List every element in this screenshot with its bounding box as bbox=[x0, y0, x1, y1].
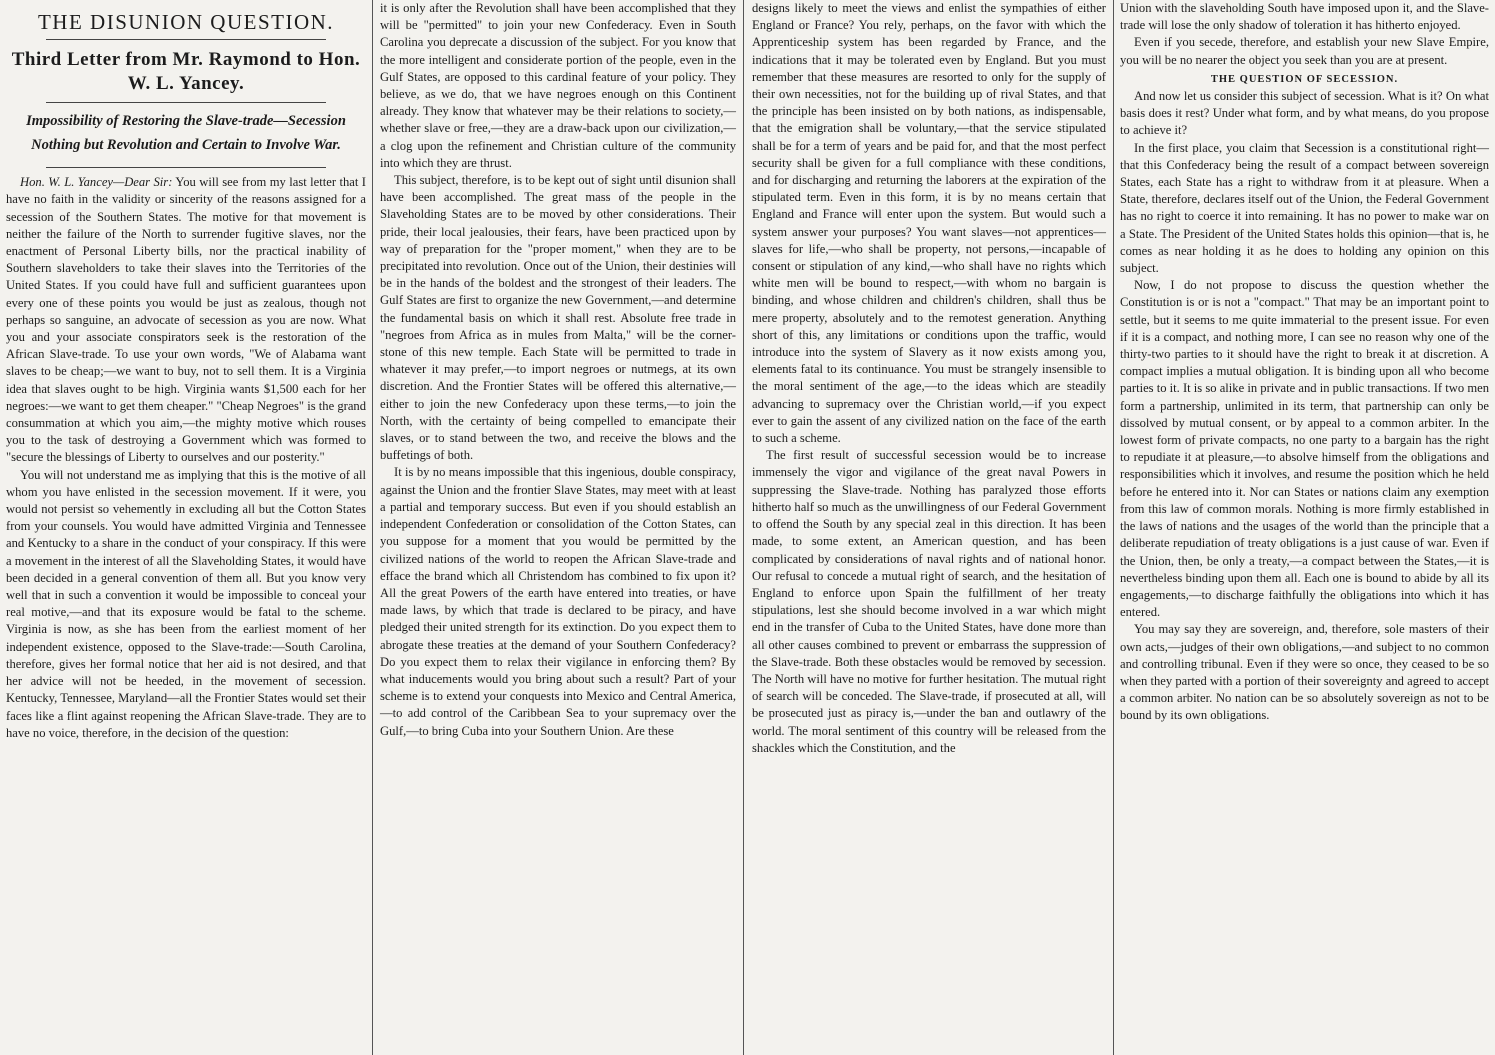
column-2 bbox=[374, 0, 742, 1055]
subhead-rule bbox=[46, 102, 326, 103]
summary-rule bbox=[46, 167, 326, 168]
paragraph: Union with the slaveholding South have imposed upon it, and the Slave-trade will lose the only shadow of toleration it has hitherto enjoyed. bbox=[1120, 1, 1489, 33]
paragraph: it is only after the Revolution shall have been accomplished that they will be "permitted" to join your new Confederacy. Even in South Carolina you deprecate a discussion of the subject. For you know that the more intelligent and considerate portion of the people, even in the Gulf States, are opposed to this cardinal feature of your policy. They believe, as we do, that we have negroes enough on this Continent already. They know that whatever may be their relations to society,—whether slave or free,—they are a draw-back upon our civilization,—a clog upon the refinement and Christian culture of the community into which they are thrust. bbox=[380, 1, 736, 170]
column-4 bbox=[1114, 0, 1495, 1055]
paragraph: The first result of successful secession would be to increase immensely the vigor and vigilance of the great naval Powers in suppressing the Slave-trade. Nothing has paralyzed those efforts hitherto half so much as the unwillingness of our Federal Government to offend the South by any special zeal in this direction. It has been made, to some extent, an American question, and has been complicated by considerations of naval rights and of national honor. Our refusal to concede a mutual right of search, and the hesitation of England to enforce upon Spain the fulfillment of her treaty stipulations, lest she should become involved in a war which might end in the transfer of Cuba to the United States, have done more than all other causes combined to prevent or embarrass the suppression of the Slave-trade. Both these obstacles would be removed by secession. The North will have no motive for further hesitation. The mutual right of search will be conceded. The Slave-trade, if prosecuted at all, will be prosecuted just as piracy is,—under the ban and outlawry of the world. The moral sentiment of this country will be released from the shackles which the Constitution, and the bbox=[752, 448, 1106, 755]
paragraph: It is by no means impossible that this ingenious, double conspiracy, against the Union and the frontier Slave States, may meet with at least a partial and temporary success. But even if you should establish an independent Confederation or consolidation of the Cotton States, can you suppose for a moment that you would be permitted by the civilized nations of the world to reopen the African Slave-trade and efface the brand which all Christendom has combined to fix upon it? All the great Powers of the earth have entered into treaties, or have made laws, by which that trade is declared to be piracy, and have pledged their united strength for its extinction. Do you expect them to abrogate these treaties at the demand of your Southern Confederacy? Do you expect them to relax their vigilance in enforcing them? By what inducements would you bring about such a result? Part of your scheme is to extend your conquests into Mexico and Central America,—to add control of the Caribbean Sea to your supremacy over the Gulf,—to bring Cuba into your Southern Union. Are these bbox=[380, 465, 736, 738]
section-heading: THE QUESTION OF SECESSION. bbox=[1210, 73, 1399, 85]
paragraph: In the first place, you claim that Secession is a constitutional right—that this Confederacy being the result of a compact between sovereign States, each State has a right to withdraw from it at pleasure. When a State, therefore, declares itself out of the Union, the Federal Government has no right to coerce it into remaining. It has no power to make war on a State. The President of the United States holds this opinion—that is, he comes as near holding it as he does to holding any opinion on this subject. bbox=[1120, 140, 1489, 276]
column-rule bbox=[372, 0, 373, 1055]
headline-rule bbox=[46, 39, 326, 40]
paragraph: You may say they are sovereign, and, therefore, sole masters of their own acts,—judges of their own obligations,—and subject to no common and controlling tribunal. Even if they were so once, they ceased to be so when they parted with a portion of their sovereignty and agreed to accept a common arbiter. No nation can be so absolutely sovereign as not to be bound by its own obligations. bbox=[1120, 622, 1489, 723]
paragraph: You will see from my last letter that I have no faith in the validity or sincerity of the reasons assigned for a secession of the Southern States. The motive for that movement is neither the failure of the North to surrender fugitive slaves, nor the enactment of Personal Liberty bills, nor the practical inability of Southern slaveholders to take their slaves into the Territories of the United States. If you could have full and sufficient guarantees upon every one of these points you would be just as zealous, though not perhaps so sanguine, an advocate of secession as you are now. What you and your associate conspirators seek is the restoration of the African Slave-trade. To use your own words, "We of Alabama want slaves to be cheap;—we want to buy, not to sell them. It is a Virginia idea that slaves ought to be high. Virginia wants $1,500 each for her negroes:—we want to get them cheaper." "Cheap Negroes" is the grand consummation at which you aim,—the mighty motive which rouses you to the task of destroying a Government which was formed to "secure the blessings of Liberty to ourselves and our posterity." bbox=[6, 175, 367, 465]
column-3 bbox=[746, 0, 1112, 1055]
paragraph: And now let us consider this subject of secession. What is it? On what basis does it rest? Under what form, and by what means, do you propose to achieve it? bbox=[1120, 89, 1489, 138]
article-subhead: Third Letter from Mr. Raymond to Hon. W. L. Yancey. bbox=[11, 49, 361, 95]
column-1 bbox=[0, 0, 372, 1055]
article-summary: Impossibility of Restoring the Slave-trade—Secession Nothing but Revolution and Certain to Involve War. bbox=[26, 113, 346, 154]
paragraph: Even if you secede, therefore, and establish your new Slave Empire, you will be no nearer the object you seek than you are at present. bbox=[1120, 35, 1489, 67]
salutation: Hon. W. L. Yancey—Dear Sir: bbox=[20, 175, 173, 190]
column-rule bbox=[743, 0, 744, 1055]
paragraph: You will not understand me as implying that this is the motive of all whom you have enlisted in the secession movement. If it were, you would not persist so vehemently in excluding all but the Cotton States from your counsels. You would have admitted Virginia and Tennessee and Kentucky to a share in the conduct of your conspiracy. If this were a movement in the interest of all the Slaveholding States, it would have been decided in a general convention of them all. But you know very well that in such a convention it would be impossible to conceal your real motive,—and that its exposure would be fatal to the scheme. Virginia is now, as she has been from the earliest moment of her independent existence, opposed to the Slave-trade:—South Carolina, therefore, gives her formal notice that her aid is not desired, and that her advice will not be heeded, in the movement of secession. Kentucky, Tennessee, Maryland—all the Frontier States would set their faces like a flint against reopening the African Slave-trade. They are to have no voice, therefore, in the decision of the question: bbox=[6, 467, 366, 740]
article-headline: THE DISUNION QUESTION. bbox=[37, 10, 335, 34]
paragraph: designs likely to meet the views and enlist the sympathies of either England or France? You rely, perhaps, on the favor with which the Apprenticeship system has been regarded by France, and the indications that it may be tolerated even by England. But you must remember that these measures are resorted to only for the supply of their own necessities, not for the building up of rival States, and that the principle has been insisted on by both nations, as indispensable, that the emigration shall be voluntary,—that the service stipulated shall be for a term of years and be paid for, and that the most perfect security shall be given for a full compliance with these conditions, and for discharging and returning the laborers at the expiration of the stipulated term. Even in this form, it is by no means certain that England and France will enter upon the system. But would such a system answer your purposes? You want slaves—not apprentices—slaves for life,—who shall be property, not persons,—incapable of consent or stipulation of any kind,—who shall have no rights which white men will be bound to respect,—with whom no bargain is binding, and whose children and children's children, shall thus be mere property, absolutely and to the remotest generation. Anything short of this, any limitations or conditions upon the traffic, would introduce into the system of Slavery as it now exists among you, elements fatal to its continuance. You must be strangely insensible to the moral sentiment of the age,—to the ideas which are steadily advancing to supremacy over the Christian world,—if you expect ever to gain the assent of any civilized nation on the face of the earth to such a scheme. bbox=[752, 1, 1106, 446]
paragraph: Now, I do not propose to discuss the question whether the Constitution is or is not a "compact." That may be an important point to settle, but it seems to me quite immaterial to the present issue. For even if it is a compact, and nothing more, I can see no reason why one of the thirty-two parties to it should have the right to break it at discretion. A compact implies a mutual obligation. It is binding upon all who become parties to it. It is so alike in private and in public transactions. If two men form a partnership, unlimited in its term, that partnership can only be dissolved by mutual consent, or by appeal to a common arbiter. In the lowest form of private compacts, no one party to a bargain has the right to repudiate it at pleasure,—to absolve himself from the obligations and responsibilities which it involves, and resume the position which he held before he entered into it. Nor can States or nations claim any exemption from this law of common morals. Nothing is more firmly established in the laws of nations and the usages of the world than the principle that a deliberate repudiation of treaty obligations is a just cause of war. Even if the Union, then, be only a treaty,—a compact between the States,—it is nevertheless binding upon them all. Each one is bound to abide by all its engagements,—to discharge faithfully the obligations into which it has entered. bbox=[1120, 278, 1489, 620]
paragraph: This subject, therefore, is to be kept out of sight until disunion shall have been accomplished. The great mass of the people in the Slaveholding States are to be moved by other considerations. Their pride, their local jealousies, their fears, have been practiced upon by way of preparation for the "proper moment," when they are to be precipitated into revolution. Once out of the Union, their destinies will be in the hands of the boldest and the strongest of their leaders. The Gulf States are first to organize the new Government,—and determine the fundamental basis on which it shall rest. Absolute free trade in "negroes from Africa as in mules from Malta," will be the corner-stone of this new temple. Each State will be permitted to trade in whatever it may prefer,—to import negroes or nutmegs, at its own discretion. And the Frontier States will be offered this alternative,—either to join the new Confederacy upon these terms,—to join the North, with the certainty of being compelled to emancipate their slaves, or to stand between the two, and receive the blows and the buffetings of both. bbox=[380, 173, 736, 463]
